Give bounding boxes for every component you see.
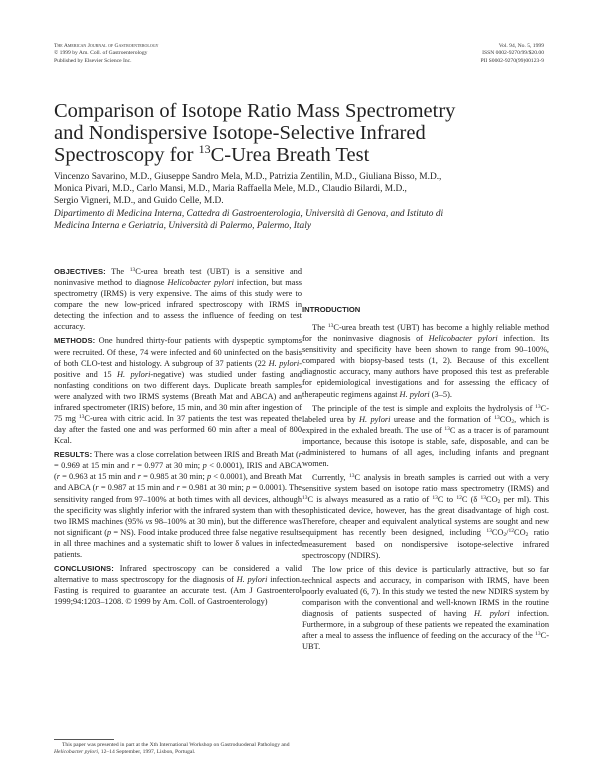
abstract-conclusions bbox=[54, 563, 302, 607]
text: / bbox=[506, 528, 509, 538]
text: C-UBT. bbox=[302, 631, 549, 652]
text: per ml). This sophisticated device, however, has the great disadvantage of high cost. Therefore, cheaper and equivalent analytical systems are sought and new equipment has recently been designed, including bbox=[302, 495, 549, 538]
var: r bbox=[95, 483, 99, 493]
var: vs bbox=[145, 516, 153, 526]
title-superscript: 13 bbox=[198, 142, 211, 156]
intro-paragraph-2 bbox=[302, 403, 549, 469]
species-name: Helicobacter pylori bbox=[54, 749, 98, 756]
var: p bbox=[202, 461, 207, 471]
authors-line-1: Vincenzo Savarino, M.D., Giuseppe Sandro Mela, M.D., Patrizia Zentilin, M.D., Giuliana Bisso, M.D., bbox=[54, 172, 442, 182]
conclusions-label: CONCLUSIONS: bbox=[54, 564, 114, 574]
author-list bbox=[54, 171, 554, 207]
text: This paper was presented in part at the Xth International Workshop on Gastroduodenal Pathology and bbox=[62, 742, 290, 748]
sup: 12 bbox=[508, 528, 514, 535]
text: The principle of the test is simple and exploits the hydrolysis of bbox=[312, 403, 536, 413]
text: C (δ bbox=[461, 495, 481, 505]
text: CO bbox=[499, 414, 512, 424]
var: r bbox=[176, 483, 180, 493]
sub: 2 bbox=[497, 499, 501, 506]
text: The bbox=[312, 323, 328, 333]
text: C-labeled urea by bbox=[302, 403, 549, 424]
sub: 2 bbox=[511, 418, 515, 425]
var: p bbox=[245, 483, 251, 493]
title-line-3-post: C-Urea Breath Test bbox=[210, 144, 370, 166]
abstract-column bbox=[54, 266, 302, 610]
text: = 0.981 at 30 min; bbox=[179, 483, 246, 493]
species-name: Helicobacter pylori bbox=[428, 334, 498, 344]
journal-publisher: Published by Elsevier Science Inc. bbox=[54, 57, 132, 64]
var: r bbox=[56, 472, 61, 482]
sub: 2 bbox=[503, 532, 507, 539]
authors-line-3: Sergio Vigneri, M.D., and Guido Celle, M.D. bbox=[54, 196, 224, 207]
species-name: Helicobacter pylori bbox=[167, 278, 234, 288]
text: C is always measured as a ratio of bbox=[307, 495, 433, 505]
journal-copyright: © 1999 by Am. Coll. of Gastroenterology bbox=[54, 50, 148, 57]
species-name: H. pylori bbox=[359, 414, 391, 424]
text: = 0.963 at 15 min and bbox=[60, 472, 138, 482]
text: C-urea with citric acid. In 37 patients the test was repeated the day after the fasted one and was performed 60 min after a meal of 800 Kcal. bbox=[54, 414, 302, 446]
species-name: H. pylori bbox=[236, 575, 268, 585]
authors-line-2: Monica Pivari, M.D., Carlo Mansi, M.D., Maria Raffaella Mele, M.D., Claudio Bilardi, M.D., bbox=[54, 184, 407, 195]
text: Infrared spectroscopy can be considered a valid alternative to mass spectroscopy for the diagnosis of bbox=[54, 564, 302, 585]
species-name: H. pylori bbox=[399, 389, 430, 399]
text: = 0.987 at 15 min and bbox=[98, 483, 177, 493]
text: C-urea breath test (UBT) has become a highly reliable method for the noninvasive diagnosis of bbox=[302, 323, 549, 344]
text: < 0.0001), IRIS and ABCA ( bbox=[54, 461, 302, 482]
article-title bbox=[54, 100, 554, 166]
text: = 0.0001). The sensitivity ranged from 97–100% at both times with all devices, although the specificity was slightly inferior with the infrared system than with the two IRMS machines (95% bbox=[54, 483, 302, 526]
results-label: RESULTS: bbox=[54, 450, 93, 460]
introduction-column bbox=[302, 266, 549, 655]
text: (3–5). bbox=[429, 389, 452, 399]
issue-info bbox=[480, 43, 544, 65]
text: -positive and 15 bbox=[54, 358, 302, 379]
abstract-results bbox=[54, 449, 302, 560]
text: C to bbox=[437, 495, 457, 505]
text: CO bbox=[491, 528, 504, 538]
text: infection. Furthermore, in a subgroup of these patients we repeated the examination after a meal to assess the influence of feeding on the accuracy of the bbox=[302, 609, 549, 641]
sup: 12 bbox=[456, 495, 462, 502]
var: p bbox=[107, 527, 112, 537]
sup: 13 bbox=[494, 414, 500, 421]
abstract-objectives bbox=[54, 266, 302, 332]
affiliation-line-1: Dipartimento di Medicina Interna, Cattedra di Gastroenterologia, Università di Genova, and Istituto di bbox=[54, 209, 444, 219]
intro-paragraph-1 bbox=[302, 322, 549, 400]
text: C analysis in breath samples is carried out with a very sensitive system based on isotope ratio mass spectrometry (IRMS) and bbox=[302, 473, 549, 494]
text: = 0.985 at 30 min; bbox=[141, 472, 207, 482]
affiliation-line-2: Medicina Interna e Geriatria, Università di Palermo, Palermo, Italy bbox=[54, 221, 311, 232]
text: CO bbox=[514, 528, 526, 538]
text: infection. Fasting is required to guarantee an accurate test. (Am J Gastroenterol 1999;94:1203–1208. © 1999 by Am. Coll. of Gastroenterology) bbox=[54, 575, 302, 607]
text: infection. Its sensitivity and specificity have been shown to range from 90–100%, compared with biopsy-based tests (1, 2). Because of this excellent diagnostic accuracy, many authors have proposed this test as preferable for epidemiological investigations and for assessing the efficacy of therapeutic regimens against bbox=[302, 334, 549, 399]
sup: 13 bbox=[129, 267, 136, 273]
text: There was a close correlation between IRIS and Breath Mat ( bbox=[92, 450, 299, 460]
sup: 13 bbox=[349, 473, 355, 480]
sup: 13 bbox=[535, 403, 541, 410]
intro-paragraph-3 bbox=[302, 472, 549, 561]
text: urease and the formation of bbox=[390, 414, 495, 424]
sub: 2 bbox=[525, 532, 529, 539]
issn: ISSN 0002-9270/99/$20.00 bbox=[482, 50, 544, 57]
introduction-heading: INTRODUCTION bbox=[302, 305, 361, 314]
journal-name: The American Journal of Gastroenterology bbox=[54, 43, 159, 49]
sup: 13 bbox=[327, 323, 334, 330]
footnote bbox=[54, 742, 302, 756]
title-line-1: Comparison of Isotope Ratio Mass Spectrometry bbox=[54, 100, 456, 122]
pii: PII S0002-9270(99)00123-9 bbox=[480, 57, 544, 64]
text: -negative) was studied under fasting and nonfasting conditions on two different days. Duplicate breath samples were analyzed with two IRMS systems (Breath Mat and ABCA) and an infrared spectrometer (IRIS) before, 15 min, and 30 min after ingestion of 75 mg bbox=[54, 369, 302, 424]
text: < 0.0001), and Breath Mat and ABCA ( bbox=[54, 472, 302, 493]
text: C as a tracer is of paramount importance, because this isotope is stable, safe, disposable, and can be administered to humans of all ages, including infants and pregnant women. bbox=[302, 425, 549, 469]
affiliation bbox=[54, 208, 554, 232]
text: = NS). Food intake produced three false negative results in all three machines and a systematic shift to lower δ values in infected patients. bbox=[54, 527, 302, 559]
var: r bbox=[131, 461, 135, 471]
var: p bbox=[206, 472, 212, 482]
text: One hundred thirty-four patients with dyspeptic symptoms were recruited. Of these, 74 were infected and 60 uninfected on the basis of both CLO-test and histology. A subgroup of 37 patients (22 bbox=[54, 336, 302, 368]
title-line-3-pre: Spectroscopy for bbox=[54, 144, 199, 166]
text: Currently, bbox=[312, 473, 350, 483]
footnote-rule bbox=[54, 739, 114, 740]
text: which is expired in the exhaled breath. The use of bbox=[302, 414, 549, 435]
text: C-urea breath test (UBT) is a sensitive and noninvasive method to diagnose bbox=[54, 267, 302, 288]
journal-header bbox=[54, 43, 159, 65]
species-name: H. pylori bbox=[474, 609, 510, 619]
methods-label: METHODS: bbox=[54, 336, 96, 346]
species-name: H. pylori bbox=[116, 369, 151, 379]
volume-number: Vol. 94, No. 5, 1999 bbox=[498, 43, 544, 49]
intro-paragraph-4 bbox=[302, 564, 549, 653]
var: r bbox=[298, 450, 302, 460]
sup: 13 bbox=[444, 425, 450, 432]
sup: 13 bbox=[302, 495, 308, 502]
sup: 13 bbox=[486, 528, 492, 535]
text: 98–100% at 30 min), but the difference was not significant ( bbox=[54, 516, 302, 537]
abstract-methods bbox=[54, 335, 302, 446]
var: r bbox=[137, 472, 142, 482]
text: ratio measurement based on nondispersive isotope-selective infrared spectroscopy (NDIRS). bbox=[302, 528, 549, 560]
title-line-2: and Nondispersive Isotope-Selective Infrared bbox=[54, 122, 426, 144]
text: = 0.977 at 30 min; bbox=[134, 461, 203, 471]
sup: 13 bbox=[535, 631, 541, 638]
text: , 12–14 September, 1997, Lisbon, Portugal. bbox=[97, 749, 196, 756]
text: CO bbox=[486, 495, 498, 505]
species-name: H. pylori bbox=[268, 358, 300, 368]
sup: 13 bbox=[432, 495, 438, 502]
sup: 13 bbox=[78, 414, 85, 421]
text: The low price of this device is particularly attractive, but so far technical aspects and accuracy, in comparison with IRMS, have been poorly evaluated (6, 7). In this study we tested the new NDIRS system by comparison with the conventional and well-known IRMS in the routine diagnosis of patients suspected of having bbox=[302, 564, 549, 619]
text: infection, but mass spectrometry (IRMS) is very expensive. The aims of this study were to compare the new low-priced infrared spectroscopy with IRMS in detecting the infection and to assess the influence of feeding on test accuracy. bbox=[54, 278, 302, 332]
text: , bbox=[514, 414, 517, 424]
text: The bbox=[105, 267, 130, 276]
objectives-label: OBJECTIVES: bbox=[54, 267, 106, 276]
sup: 13 bbox=[480, 495, 487, 502]
text: = 0.969 at 15 min and bbox=[54, 461, 132, 471]
